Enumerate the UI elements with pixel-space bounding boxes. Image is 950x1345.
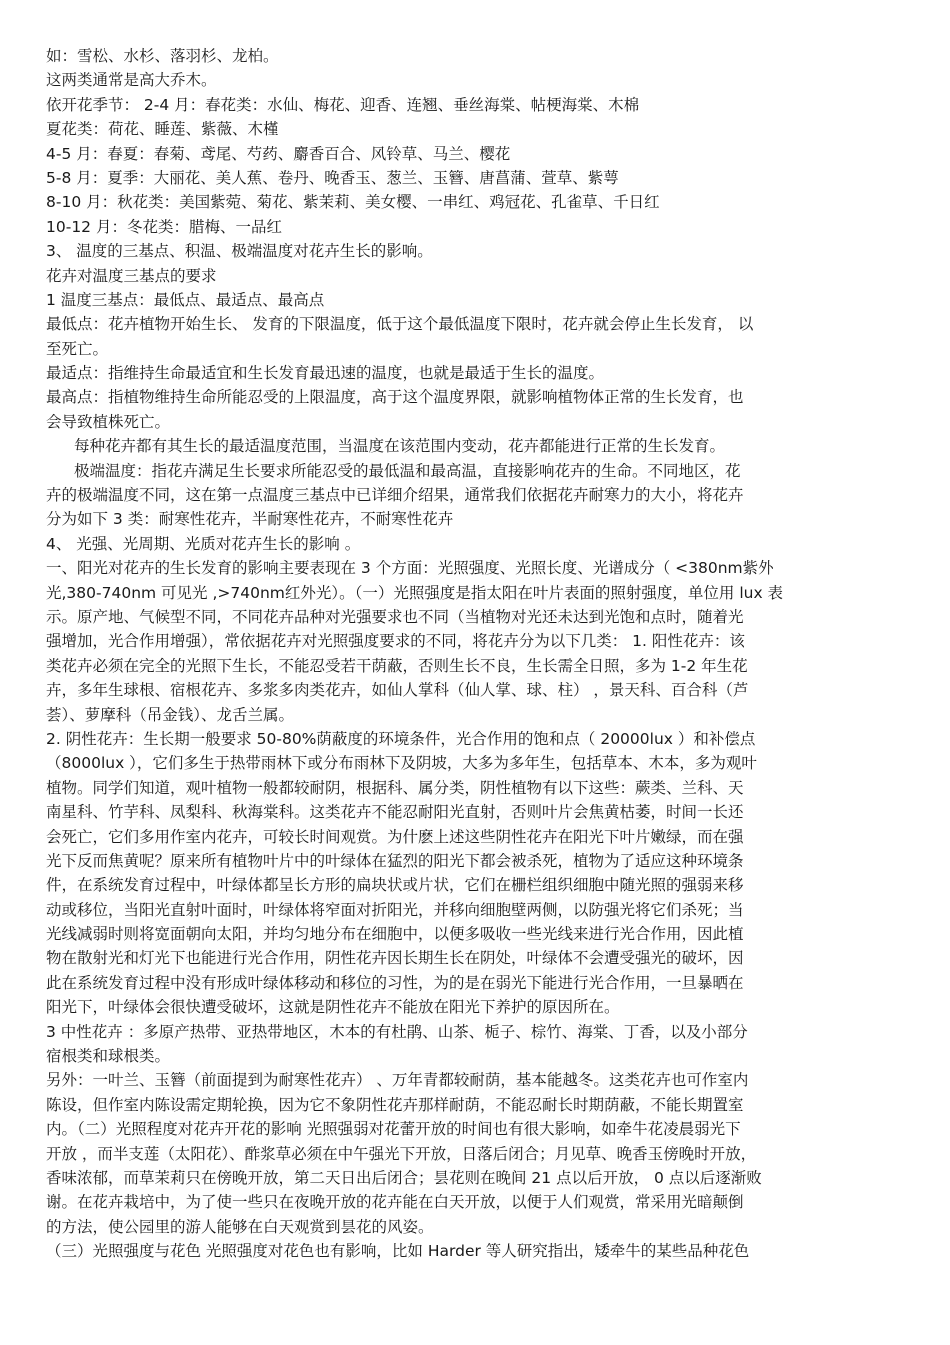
text-line: 内。（二）光照程度对花卉开花的影响 光照强弱对花蕾开放的时间也有很大影响，如牵牛花凌晨弱光下 — [46, 1120, 741, 1139]
text-line: 会导致植株死亡。 — [46, 412, 171, 431]
text-line: 另外：一叶兰、玉簪（前面提到为耐寒性花卉） 、万年青都较耐荫，基本能越冬。这类花卉也可作室内 — [46, 1071, 749, 1090]
text-line: 类花卉必须在完全的光照下生长，不能忍受若干荫蔽，否则生长不良，生长需全日照，多为 1-2 年生花 — [46, 656, 748, 675]
text-line: 1 温度三基点：最低点、最适点、最高点 — [46, 290, 325, 309]
text-line: 物在散射光和灯光下也能进行光合作用，阴性花卉因长期生长在阴处，叶绿体不会遭受强光的破坏，因 — [46, 949, 744, 968]
text-line: 最适点：指维持生命最适宜和生长发育最迅速的温度，也就是最适于生长的温度。 — [46, 364, 605, 383]
text-line: 荟）、萝摩科（吊金钱）、龙舌兰属。 — [46, 705, 295, 724]
text-line: 分为如下 3 类：耐寒性花卉，半耐寒性花卉，不耐寒性花卉 — [46, 510, 454, 529]
text-line: 4-5 月：春夏：春菊、鸢尾、芍药、麝香百合、风铃草、马兰、樱花 — [46, 144, 511, 163]
text-line: 示。原产地、气候型不同，不同花卉品种对光强要求也不同（当植物对光还未达到光饱和点时，随着光 — [46, 607, 744, 626]
text-line: 会死亡，它们多用作室内花卉，可较长时间观赏。为什麽上述这些阴性花卉在阳光下叶片嫩绿，而在强 — [46, 827, 744, 846]
text-line: 此在系统发育过程中没有形成叶绿体移动和移位的习性，为的是在弱光下能进行光合作用，一旦暴晒在 — [46, 973, 744, 992]
text-line: 3、 温度的三基点、积温、极端温度对花卉生长的影响。 — [46, 242, 433, 261]
text-line: 8-10 月：秋花类：美国紫菀、菊花、紫茉莉、美女樱、一串红、鸡冠花、孔雀草、千日红 — [46, 193, 660, 212]
text-line: 极端温度：指花卉满足生长要求所能忍受的最低温和最高温，直接影响花卉的生命。不同地区，花 — [74, 461, 741, 480]
text-line: （三）光照强度与花色 光照强度对花色也有影响，比如 Harder 等人研究指出，矮牵牛的某些品种花色 — [46, 1242, 750, 1261]
text-line: 光,380-740nm 可见光 ,>740nm红外光）。（一）光照强度是指太阳在叶片表面的照射强度，单位用 lux 表 — [46, 583, 784, 602]
text-line: 宿根类和球根类。 — [46, 1047, 171, 1066]
document-page — [46, 44, 908, 1264]
text-line: 光线减弱时则将宽面朝向太阳，并均匀地分布在细胞中，以便多吸收一些光线来进行光合作用，因此植 — [46, 925, 744, 944]
text-line: 植物。同学们知道，观叶植物一般都较耐阴，根据科、属分类，阴性植物有以下这些：蕨类、兰科、天 — [46, 778, 744, 797]
text-line: 如：雪松、水杉、落羽杉、龙柏。 — [46, 47, 279, 65]
text-line: 每种花卉都有其生长的最适温度范围，当温度在该范围内变动，花卉都能进行正常的生长发育。 — [74, 437, 726, 456]
text-line: 动或移位，当阳光直射叶面时，叶绿体将窄面对折阳光，并移向细胞壁两侧，以防强光将它们杀死；当 — [46, 900, 744, 919]
text-line: 香味浓郁，而草茉莉只在傍晚开放，第二天日出后闭合；昙花则在晚间 21 点以后开放， 0 点以后逐渐败 — [46, 1168, 762, 1187]
text-line: 2. 阴性花卉：生长期一般要求 50-80%荫蔽度的环境条件，光合作用的饱和点（ 20000lux ）和补偿点 — [46, 729, 756, 748]
text-line: 至死亡。 — [46, 339, 109, 358]
text-line: （8000lux ），它们多生于热带雨林下或分布雨林下及阴坡，大多为多年生，包括草本、木本，多为观叶 — [46, 754, 757, 773]
text-line: 这两类通常是高大乔木。 — [46, 71, 217, 90]
text-line: 花卉对温度三基点的要求 — [46, 266, 217, 285]
text-line: 卉，多年生球根、宿根花卉、多浆多肉类花卉，如仙人掌科（仙人掌、球、柱） ，景天科、百合科（芦 — [46, 681, 749, 700]
text-line: 最高点：指植物维持生命所能忍受的上限温度，高于这个温度界限，就影响植物体正常的生长发育，也 — [46, 388, 744, 407]
text-line: 一、阳光对花卉的生长发育的影响主要表现在 3 个方面：光照强度、光照长度、光谱成分（ <380nm紫外 — [46, 559, 774, 578]
text-line: 谢。在花卉栽培中，为了使一些只在夜晚开放的花卉能在白天开放，以便于人们观赏，常采用光暗颠倒 — [46, 1193, 744, 1212]
text-line: 最低点：花卉植物开始生长、 发育的下限温度，低于这个最低温度下限时，花卉就会停止生长发育， 以 — [46, 315, 754, 334]
text-line: 10-12 月：冬花类：腊梅、一品红 — [46, 217, 282, 236]
text-line: 阳光下，叶绿体会很快遭受破坏，这就是阴性花卉不能放在阳光下养护的原因所在。 — [46, 998, 620, 1017]
text-line: 依开花季节： 2-4 月：春花类：水仙、梅花、迎香、连翘、垂丝海棠、帖梗海棠、木棉 — [46, 95, 640, 114]
text-line: 陈设，但作室内陈设需定期轮换，因为它不象阴性花卉那样耐荫，不能忍耐长时期荫蔽，不能长期置室 — [46, 1095, 744, 1114]
text-line: 的方法，使公园里的游人能够在白天观赏到昙花的风姿。 — [46, 1217, 434, 1236]
text-line: 南星科、竹芋科、凤梨科、秋海棠科。这类花卉不能忍耐阳光直射，否则叶片会焦黄枯萎，时间一长还 — [46, 803, 744, 822]
text-line: 件，在系统发育过程中，叶绿体都呈长方形的扁块状或片状，它们在栅栏组织细胞中随光照的强弱来移 — [46, 876, 744, 895]
text-line: 5-8 月：夏季：大丽花、美人蕉、卷丹、晚香玉、葱兰、玉簪、唐菖蒲、萱草、紫萼 — [46, 168, 619, 187]
text-line: 卉的极端温度不同，这在第一点温度三基点中已详细介绍果，通常我们依据花卉耐寒力的大小，将花卉 — [46, 486, 744, 505]
text-line: 强增加，光合作用增强），常依据花卉对光照强度要求的不同，将花卉分为以下几类： 1. 阳性花卉：该 — [46, 632, 745, 651]
text-line: 光下反而焦黄呢？原来所有植物叶片中的叶绿体在猛烈的阳光下都会被杀死，植物为了适应这种环境条 — [46, 851, 744, 870]
text-line: 夏花类：荷花、睡莲、紫薇、木槿 — [46, 120, 279, 139]
text-line: 4、 光强、光周期、光质对花卉生长的影响 。 — [46, 534, 361, 553]
text-line: 开放 ，而半支莲（太阳花）、酢浆草必须在中午强光下开放，日落后闭合；月见草、晚香玉傍晚时开放， — [46, 1144, 757, 1163]
text-line: 3 中性花卉 ：多原产热带、亚热带地区，木本的有杜鹃、山茶、栀子、棕竹、海棠、丁香，以及小部分 — [46, 1022, 748, 1041]
